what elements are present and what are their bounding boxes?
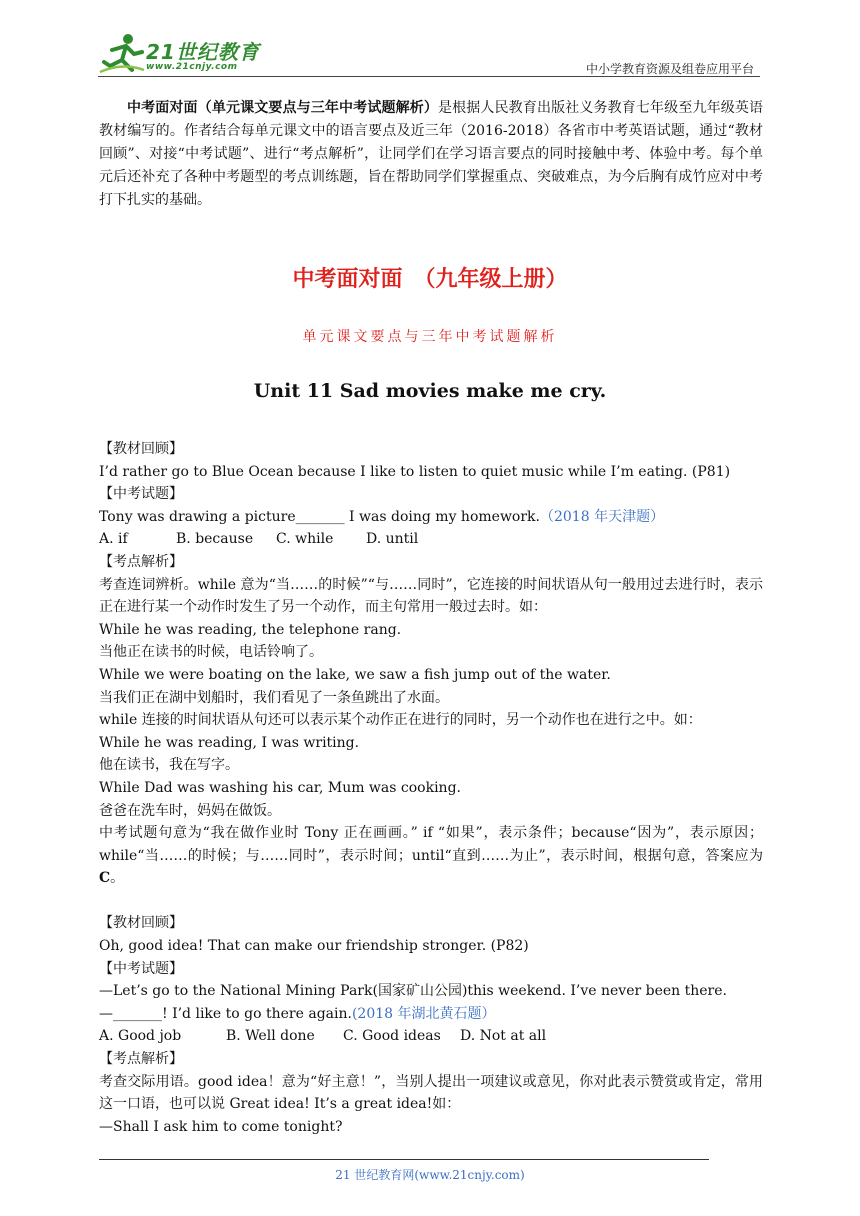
logo bbox=[98, 32, 268, 76]
option-d: D. Not at all bbox=[460, 1028, 547, 1045]
section-label: 【中考试题】 bbox=[99, 960, 183, 977]
analysis-text: 考查交际用语。good idea！意为“好主意！”，当别人提出一项建议或意见，你对此表示赞赏或肯定，常用这一口语，也可以说 Great idea! It’s a great idea!如： bbox=[99, 1073, 763, 1113]
sub-title: 单元课文要点与三年中考试题解析 bbox=[302, 329, 558, 345]
intro-paragraph bbox=[99, 97, 763, 212]
footer-text: 21 世纪教育网(www.21cnjy.com) bbox=[335, 1168, 525, 1182]
example-en: While he was reading, I was writing. bbox=[99, 734, 360, 751]
option-a: A. Good job bbox=[99, 1028, 182, 1045]
question-text: Tony was drawing a picture_______ I was doing my homework. bbox=[99, 508, 540, 525]
logo-text: 21世纪教育 bbox=[146, 40, 260, 64]
page-header bbox=[98, 30, 760, 78]
option-b: B. Well done bbox=[226, 1028, 315, 1045]
dialogue-text: —_______! I’d like to go there again. bbox=[99, 1005, 352, 1022]
exam-question bbox=[99, 506, 763, 529]
example-en: While we were boating on the lake, we saw a fish jump out of the water. bbox=[99, 666, 611, 683]
section-label: 【中考试题】 bbox=[99, 486, 183, 503]
content-body bbox=[99, 438, 763, 1138]
example-en: While Dad was washing his car, Mum was cooking. bbox=[99, 779, 461, 796]
logo-url: www.21cnjy.com bbox=[146, 62, 238, 72]
example-en: —Shall I ask him to come tonight? bbox=[99, 1118, 343, 1135]
section-label: 【考点解析】 bbox=[99, 1051, 183, 1068]
end-mark: 。 bbox=[110, 870, 125, 887]
question-source: (2018 年湖北黄石题） bbox=[351, 1005, 496, 1022]
answer-options bbox=[99, 1025, 763, 1048]
answer-options bbox=[99, 528, 763, 551]
example-zh: 他在读书，我在写字。 bbox=[99, 757, 239, 774]
option-d: D. until bbox=[366, 531, 419, 548]
conclusion-body: 中考试题句意为“我在做作业时 Tony 正在画画。” if “如果”，表示条件；because“因为”，表示原因；while“当……的时候；与……同时”，表示时间；until“直到……为止”，表示时间，根据句意，答案应为 bbox=[99, 825, 763, 864]
intro-bold: 中考面对面（单元课文要点与三年中考试题解析） bbox=[127, 100, 438, 116]
conclusion-text bbox=[99, 822, 763, 890]
review-text: Oh, good idea! That can make our friendship stronger. (P82) bbox=[99, 938, 529, 955]
spacer bbox=[99, 890, 763, 913]
example-zh: 当我们正在湖中划船时，我们看见了一条鱼跳出了水面。 bbox=[99, 689, 449, 706]
dialogue-line-1: —Let’s go to the National Mining Park(国家矿山公园)this weekend. I’ve never been there. bbox=[99, 983, 727, 1000]
section-label: 【教材回顾】 bbox=[99, 915, 183, 932]
dialogue-line-2 bbox=[99, 1003, 763, 1026]
option-b: B. because bbox=[176, 531, 254, 548]
option-c: C. while bbox=[276, 531, 334, 548]
option-a: A. if bbox=[99, 531, 128, 548]
answer-letter: C bbox=[99, 870, 111, 887]
platform-name: 中小学教育资源及组卷应用平台 bbox=[585, 62, 754, 76]
option-c: C. Good ideas bbox=[343, 1028, 441, 1045]
example-zh: 爸爸在洗车时，妈妈在做饭。 bbox=[99, 802, 281, 819]
intro-text: 是根据人民教育出版社义务教育七年级至九年级英语教材编写的。作者结合每单元课文中的语言要点及近三年（2016-2018）各省市中考英语试题，通过“教材回顾”、对接“中考试题”、进行“考点解析”，让同学们在学习语言要点的同时接触中考、体验中考。每个单元后还补充了各种中考题型的考点训练题，旨在帮助同学们掌握重点、突破难点，为今后胸有成竹应对中考打下扎实的基础。 bbox=[99, 100, 763, 208]
review-text: I’d rather go to Blue Ocean because I like to listen to quiet music while I’m eating. (P81) bbox=[99, 463, 731, 480]
analysis-text: 考查连词辨析。while 意为“当……的时候”“与……同时”，它连接的时间状语从句一般用过去进行时，表示正在进行某一个动作时发生了另一个动作，而主句常用一般过去时。如： bbox=[99, 576, 763, 616]
section-label: 【考点解析】 bbox=[99, 553, 183, 570]
question-source: （2018 年天津题） bbox=[539, 508, 665, 525]
footer-divider bbox=[99, 1159, 709, 1160]
unit-title: Unit 11 Sad movies make me cry. bbox=[253, 380, 607, 402]
example-zh: 当他正在读书的时候，电话铃响了。 bbox=[99, 644, 323, 661]
section-label: 【教材回顾】 bbox=[99, 441, 183, 457]
runner-icon bbox=[98, 32, 146, 76]
main-title: 中考面对面 （九年级上册） bbox=[292, 267, 568, 292]
header-divider bbox=[98, 76, 760, 77]
while-note: while 连接的时间状语从句还可以表示某个动作正在进行的同时，另一个动作也在进行之中。如： bbox=[99, 712, 702, 729]
example-en: While he was reading, the telephone rang. bbox=[99, 621, 402, 638]
